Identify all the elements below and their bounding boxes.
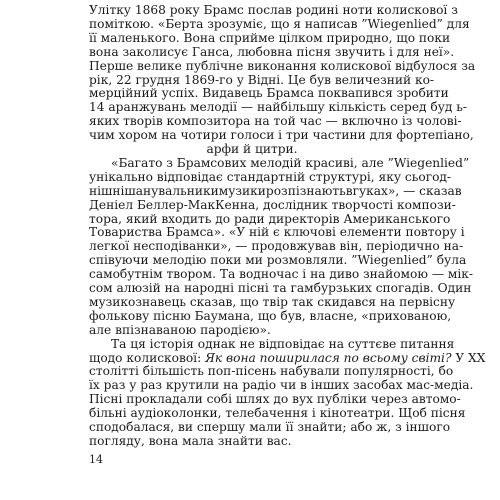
text-line: їх раз у раз крутили на радіо чи в інших засобах мас-медіа. xyxy=(89,378,474,393)
text-line: музикознавець сказав, що твір так скидався на первісну xyxy=(89,294,456,309)
text-line: «Багато з Брамсових мелодій красиві, але ”Wiegenlied” xyxy=(111,155,470,170)
text-line: мерційний успіх. Видавець Брамса поквапився зробити xyxy=(89,86,449,101)
text-line: Товариства Брамса». «У ній є ключові елементи повтору і xyxy=(89,225,465,240)
text-line: її маленького. Вона сприйме цілком природно, що поки xyxy=(89,30,451,45)
text-line: арфи й цитри. xyxy=(206,142,298,156)
text-line: столітті більшість поп-пісень набували популярності, бо xyxy=(89,364,454,379)
text-line: Деніел Беллер-МакКенна, дослідник творчості компози- xyxy=(89,197,456,212)
text-line: більні аудіоколонки, телебачення і кінотеатри. Щоб пісня xyxy=(89,406,466,421)
text-run: У ХХ xyxy=(451,350,486,365)
text-line: Улітку 1868 року Брамс послав родині ноти колискової з xyxy=(89,3,458,17)
text-line: унікально відповідає стандартній структурі, яку сьогод- xyxy=(89,169,452,184)
text-line: сподобалася, ви спершу мали її знайти; або ж, з іншого xyxy=(89,420,451,434)
text-line: Перше велике публічне виконання колискової відбулося за xyxy=(89,58,476,73)
text-line xyxy=(89,350,486,366)
text-line: легкої несподіванки», — продовжував він, періодично на- xyxy=(89,239,464,254)
text-line: але впізнаваною пародією». xyxy=(89,322,271,337)
text-line: співуючи мелодію поки ми розмовляли. ”Wiegenlied” була xyxy=(89,253,467,268)
text-line: фолькову пісню Баумана, що був, власне, «прихованою, xyxy=(89,308,452,323)
text-line: поміткою. «Берта зрозуміє, що я написав ”Wiegenlied” для xyxy=(89,16,470,31)
text-line: рік, 22 грудня 1869-го у Відні. Це був величезний ко- xyxy=(89,72,435,87)
text-line: сом алюзій на народні пісні та гамбурзьких спогадів. Один xyxy=(89,281,472,295)
text-line: чим хором на чотири голоси і три частини для фортепіано, xyxy=(89,128,474,143)
italic-question: Як вона поширилася по всьому світі? xyxy=(205,350,452,365)
text-line: нішнішанувальникимузикирозпізнаютьвгуках», — сказав xyxy=(89,183,462,198)
page-number: 14 xyxy=(89,452,103,466)
text-line: самобутнім твором. Та водночас і на диво знайомою — мік- xyxy=(89,267,474,282)
text-line: тора, який входить до ради директорів Американського xyxy=(89,211,451,226)
text-line: вона заколисує Ганса, любовна пісня звучить і для неї». xyxy=(89,44,455,59)
text-line: Пісні прокладали собі шлях до вух публіки через автомо- xyxy=(89,392,461,407)
text-line: Та ця історія однак не відповідає на суттєве питання xyxy=(111,336,455,351)
text-line: яких творів композитора на той час — включно із чолові- xyxy=(89,114,462,129)
text-run: щодо колискової: xyxy=(89,350,206,365)
text-line: 14 аранжувань мелодії — найбільшу кількість серед буд ь- xyxy=(89,100,468,115)
text-line: погляду, вона мала знайти вас. xyxy=(89,433,292,448)
